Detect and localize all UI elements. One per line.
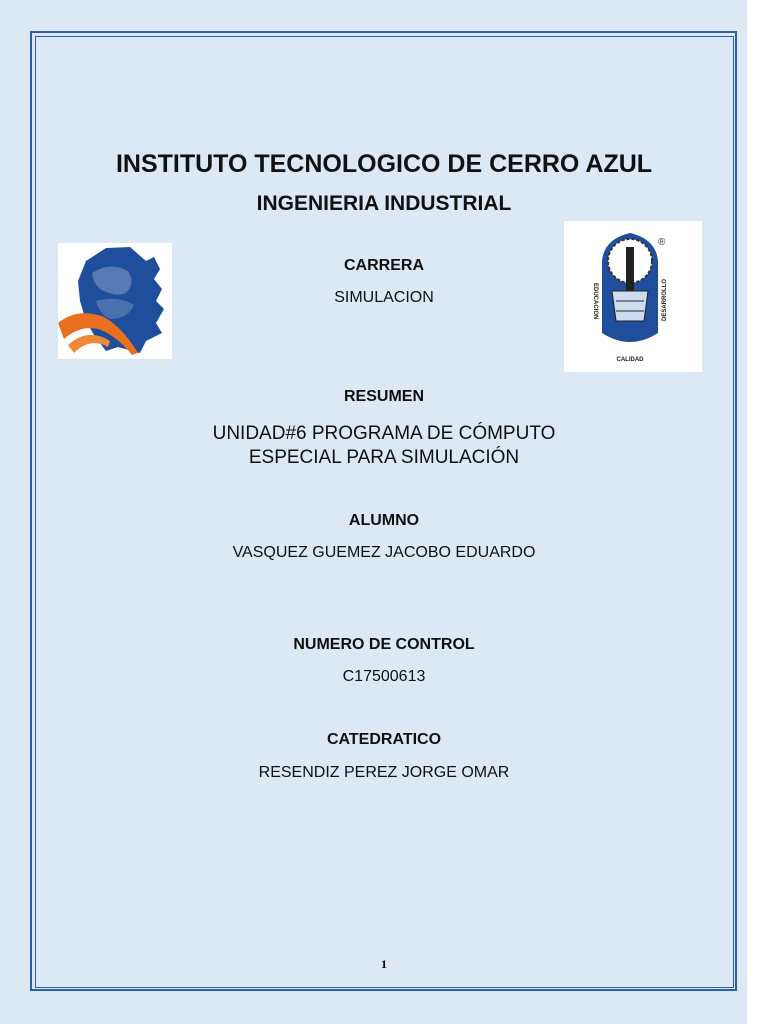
career-value: SIMULACION bbox=[334, 289, 434, 306]
teacher-label: CATEDRATICO bbox=[326, 731, 442, 748]
summary-value: UNIDAD#6 PROGRAMA DE CÓMPUTO ESPECIAL PARA SIMULACIÓN bbox=[212, 423, 556, 468]
logo-left-text: EDUCACION bbox=[592, 283, 598, 320]
department-title: INGENIERIA INDUSTRIAL bbox=[256, 192, 512, 215]
control-number-label: NUMERO DE CONTROL bbox=[293, 636, 475, 653]
registered-mark: ® bbox=[658, 237, 666, 248]
control-number-value: C17500613 bbox=[342, 668, 426, 685]
teacher-value: RESENDIZ PEREZ JORGE OMAR bbox=[258, 764, 510, 781]
summary-label: RESUMEN bbox=[343, 388, 424, 405]
page-number: 1 bbox=[381, 957, 387, 971]
student-value: VASQUEZ GUEMEZ JACOBO EDUARDO bbox=[232, 544, 536, 561]
career-label: CARRERA bbox=[344, 257, 424, 274]
student-label: ALUMNO bbox=[348, 512, 420, 529]
logo-right-text: DESARROLLO bbox=[662, 279, 668, 321]
institute-title: INSTITUTO TECNOLOGICO DE CERRO AZUL bbox=[115, 150, 653, 178]
logo-bottom-text: CALIDAD bbox=[616, 357, 644, 363]
